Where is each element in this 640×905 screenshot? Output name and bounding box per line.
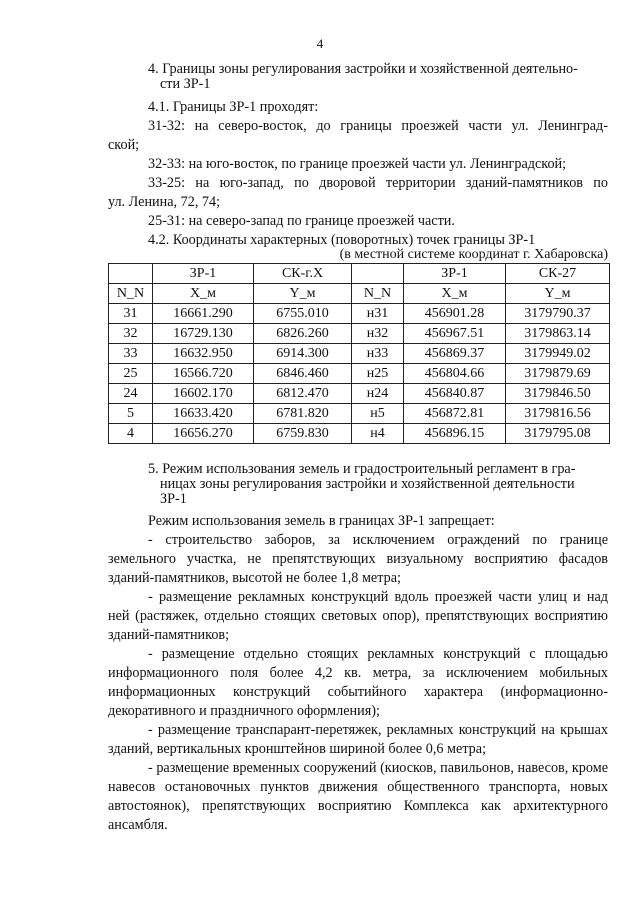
table-cell: 3179846.50	[506, 384, 610, 404]
table-cell: 16632.950	[153, 344, 254, 364]
table-cell: н25	[352, 364, 404, 384]
table-header-cell: ЗР-1	[153, 264, 254, 284]
table-cell: 24	[109, 384, 153, 404]
table-header-row	[109, 284, 610, 304]
table-row	[109, 384, 610, 404]
table-header-row	[109, 264, 610, 284]
table-row	[109, 324, 610, 344]
table-row	[109, 424, 610, 444]
table-cell: 3179949.02	[506, 344, 610, 364]
boundary-33-25-cont: ул. Ленина, 72, 74;	[108, 194, 221, 210]
table-header-cell: СК-г.X	[254, 264, 352, 284]
table-cell: 16729.130	[153, 324, 254, 344]
table-cell: 6812.470	[254, 384, 352, 404]
prohibition-item: - размещение отдельно стоящих рекламных конструкций с площадью информационного поля более 4,2 кв. метра, за исключением мобильных информационных конструкций событийного характера (информационно-декоративного и праздничного оформления);	[108, 646, 608, 719]
table-row	[109, 364, 610, 384]
table-cell: 16656.270	[153, 424, 254, 444]
table-cell: 25	[109, 364, 153, 384]
section-4-heading	[148, 62, 610, 92]
table-cell: 16661.290	[153, 304, 254, 324]
boundary-31-32: 31-32: на северо-восток, до границы проезжей части ул. Ленинград-	[148, 118, 608, 134]
section-5-heading-line: ницах зоны регулирования застройки и хозяйственной деятельности	[160, 476, 575, 492]
boundary-25-31: 25-31: на северо-запад по границе проезжей части.	[148, 213, 455, 229]
table-cell: н33	[352, 344, 404, 364]
table-cell: 6759.830	[254, 424, 352, 444]
table-cell: 6826.260	[254, 324, 352, 344]
boundary-32-33: 32-33: на юго-восток, по границе проезжей части ул. Ленинградской;	[148, 156, 567, 172]
table-cell: 6846.460	[254, 364, 352, 384]
coordinates-table	[108, 263, 610, 444]
table-cell: 3179879.69	[506, 364, 610, 384]
table-cell: 456967.51	[404, 324, 506, 344]
table-cell: 33	[109, 344, 153, 364]
section-4-heading-line: сти ЗР-1	[160, 76, 211, 92]
table-cell: 456901.28	[404, 304, 506, 324]
subsection-4-2: 4.2. Координаты характерных (поворотных) точек границы ЗР-1	[148, 232, 536, 248]
table-cell: 16602.170	[153, 384, 254, 404]
table-cell: 456872.81	[404, 404, 506, 424]
table-cell: 456869.37	[404, 344, 506, 364]
table-header-cell: N_N	[109, 284, 153, 304]
page-number: 4	[316, 36, 324, 51]
section-5-intro: Режим использования земель в границах ЗР-1 запрещает:	[148, 513, 495, 529]
section-4-body	[108, 98, 608, 250]
prohibition-item: - строительство заборов, за исключением ограждений по границе земельного участка, не препятствующих визуальному восприятию фасадов зданий-памятников, высотой не более 1,8 метра;	[108, 532, 608, 586]
table-cell: 3179816.56	[506, 404, 610, 424]
table-row	[109, 304, 610, 324]
table-cell: н32	[352, 324, 404, 344]
table-cell: 16633.420	[153, 404, 254, 424]
boundary-33-25: 33-25: на юго-запад, по дворовой территории зданий-памятников по	[148, 175, 608, 191]
table-cell: 6755.010	[254, 304, 352, 324]
table-cell: 456804.66	[404, 364, 506, 384]
table-cell: 456896.15	[404, 424, 506, 444]
section-4-heading-line: 4. Границы зоны регулирования застройки и хозяйственной деятельно-	[148, 61, 578, 77]
section-5-heading-line: ЗР-1	[160, 491, 187, 507]
coordinate-system-note: (в местной системе координат г. Хабаровска)	[339, 247, 608, 262]
table-cell: 6781.820	[254, 404, 352, 424]
table-header-cell: Y_м	[254, 284, 352, 304]
table-cell: н24	[352, 384, 404, 404]
subsection-4-1: 4.1. Границы ЗР-1 проходят:	[148, 99, 319, 115]
table-header-cell: Y_м	[506, 284, 610, 304]
table-row	[109, 344, 610, 364]
table-cell: 3179795.08	[506, 424, 610, 444]
table-header-cell: X_м	[404, 284, 506, 304]
table-cell: 456840.87	[404, 384, 506, 404]
section-5-heading-line: 5. Режим использования земель и градостроительный регламент в гра-	[148, 461, 576, 477]
section-5-body	[108, 512, 608, 835]
table-header-cell: N_N	[352, 284, 404, 304]
table-cell: 3179790.37	[506, 304, 610, 324]
table-cell: 4	[109, 424, 153, 444]
boundary-31-32-cont: ской;	[108, 137, 140, 153]
prohibition-item: - размещение временных сооружений (киосков, павильонов, навесов, кроме навесов остановочных пунктов движения общественного транспорта, новых автостоянок), препятствующих восприятию Комплекса как архитектурного ансамбля.	[108, 760, 608, 833]
table-header-cell	[109, 264, 153, 284]
prohibition-item: - размещение рекламных конструкций вдоль проезжей части улиц и над ней (растяжек, отдельно стоящих световых опор), препятствующих восприятию зданий-памятников;	[108, 589, 608, 643]
table-header-cell: X_м	[153, 284, 254, 304]
table-cell: 32	[109, 324, 153, 344]
table-cell: 3179863.14	[506, 324, 610, 344]
table-header-cell: ЗР-1	[404, 264, 506, 284]
prohibition-item: - размещение транспарант-перетяжек, рекламных конструкций на крышах зданий, вертикальных кронштейнов шириной более 0,6 метра;	[108, 722, 608, 757]
section-5-heading	[148, 462, 610, 507]
table-cell: н4	[352, 424, 404, 444]
table-header-cell: СК-27	[506, 264, 610, 284]
table-cell: н5	[352, 404, 404, 424]
table-row	[109, 404, 610, 424]
table-cell: н31	[352, 304, 404, 324]
table-cell: 16566.720	[153, 364, 254, 384]
table-header-cell	[352, 264, 404, 284]
table-cell: 31	[109, 304, 153, 324]
table-cell: 6914.300	[254, 344, 352, 364]
table-cell: 5	[109, 404, 153, 424]
